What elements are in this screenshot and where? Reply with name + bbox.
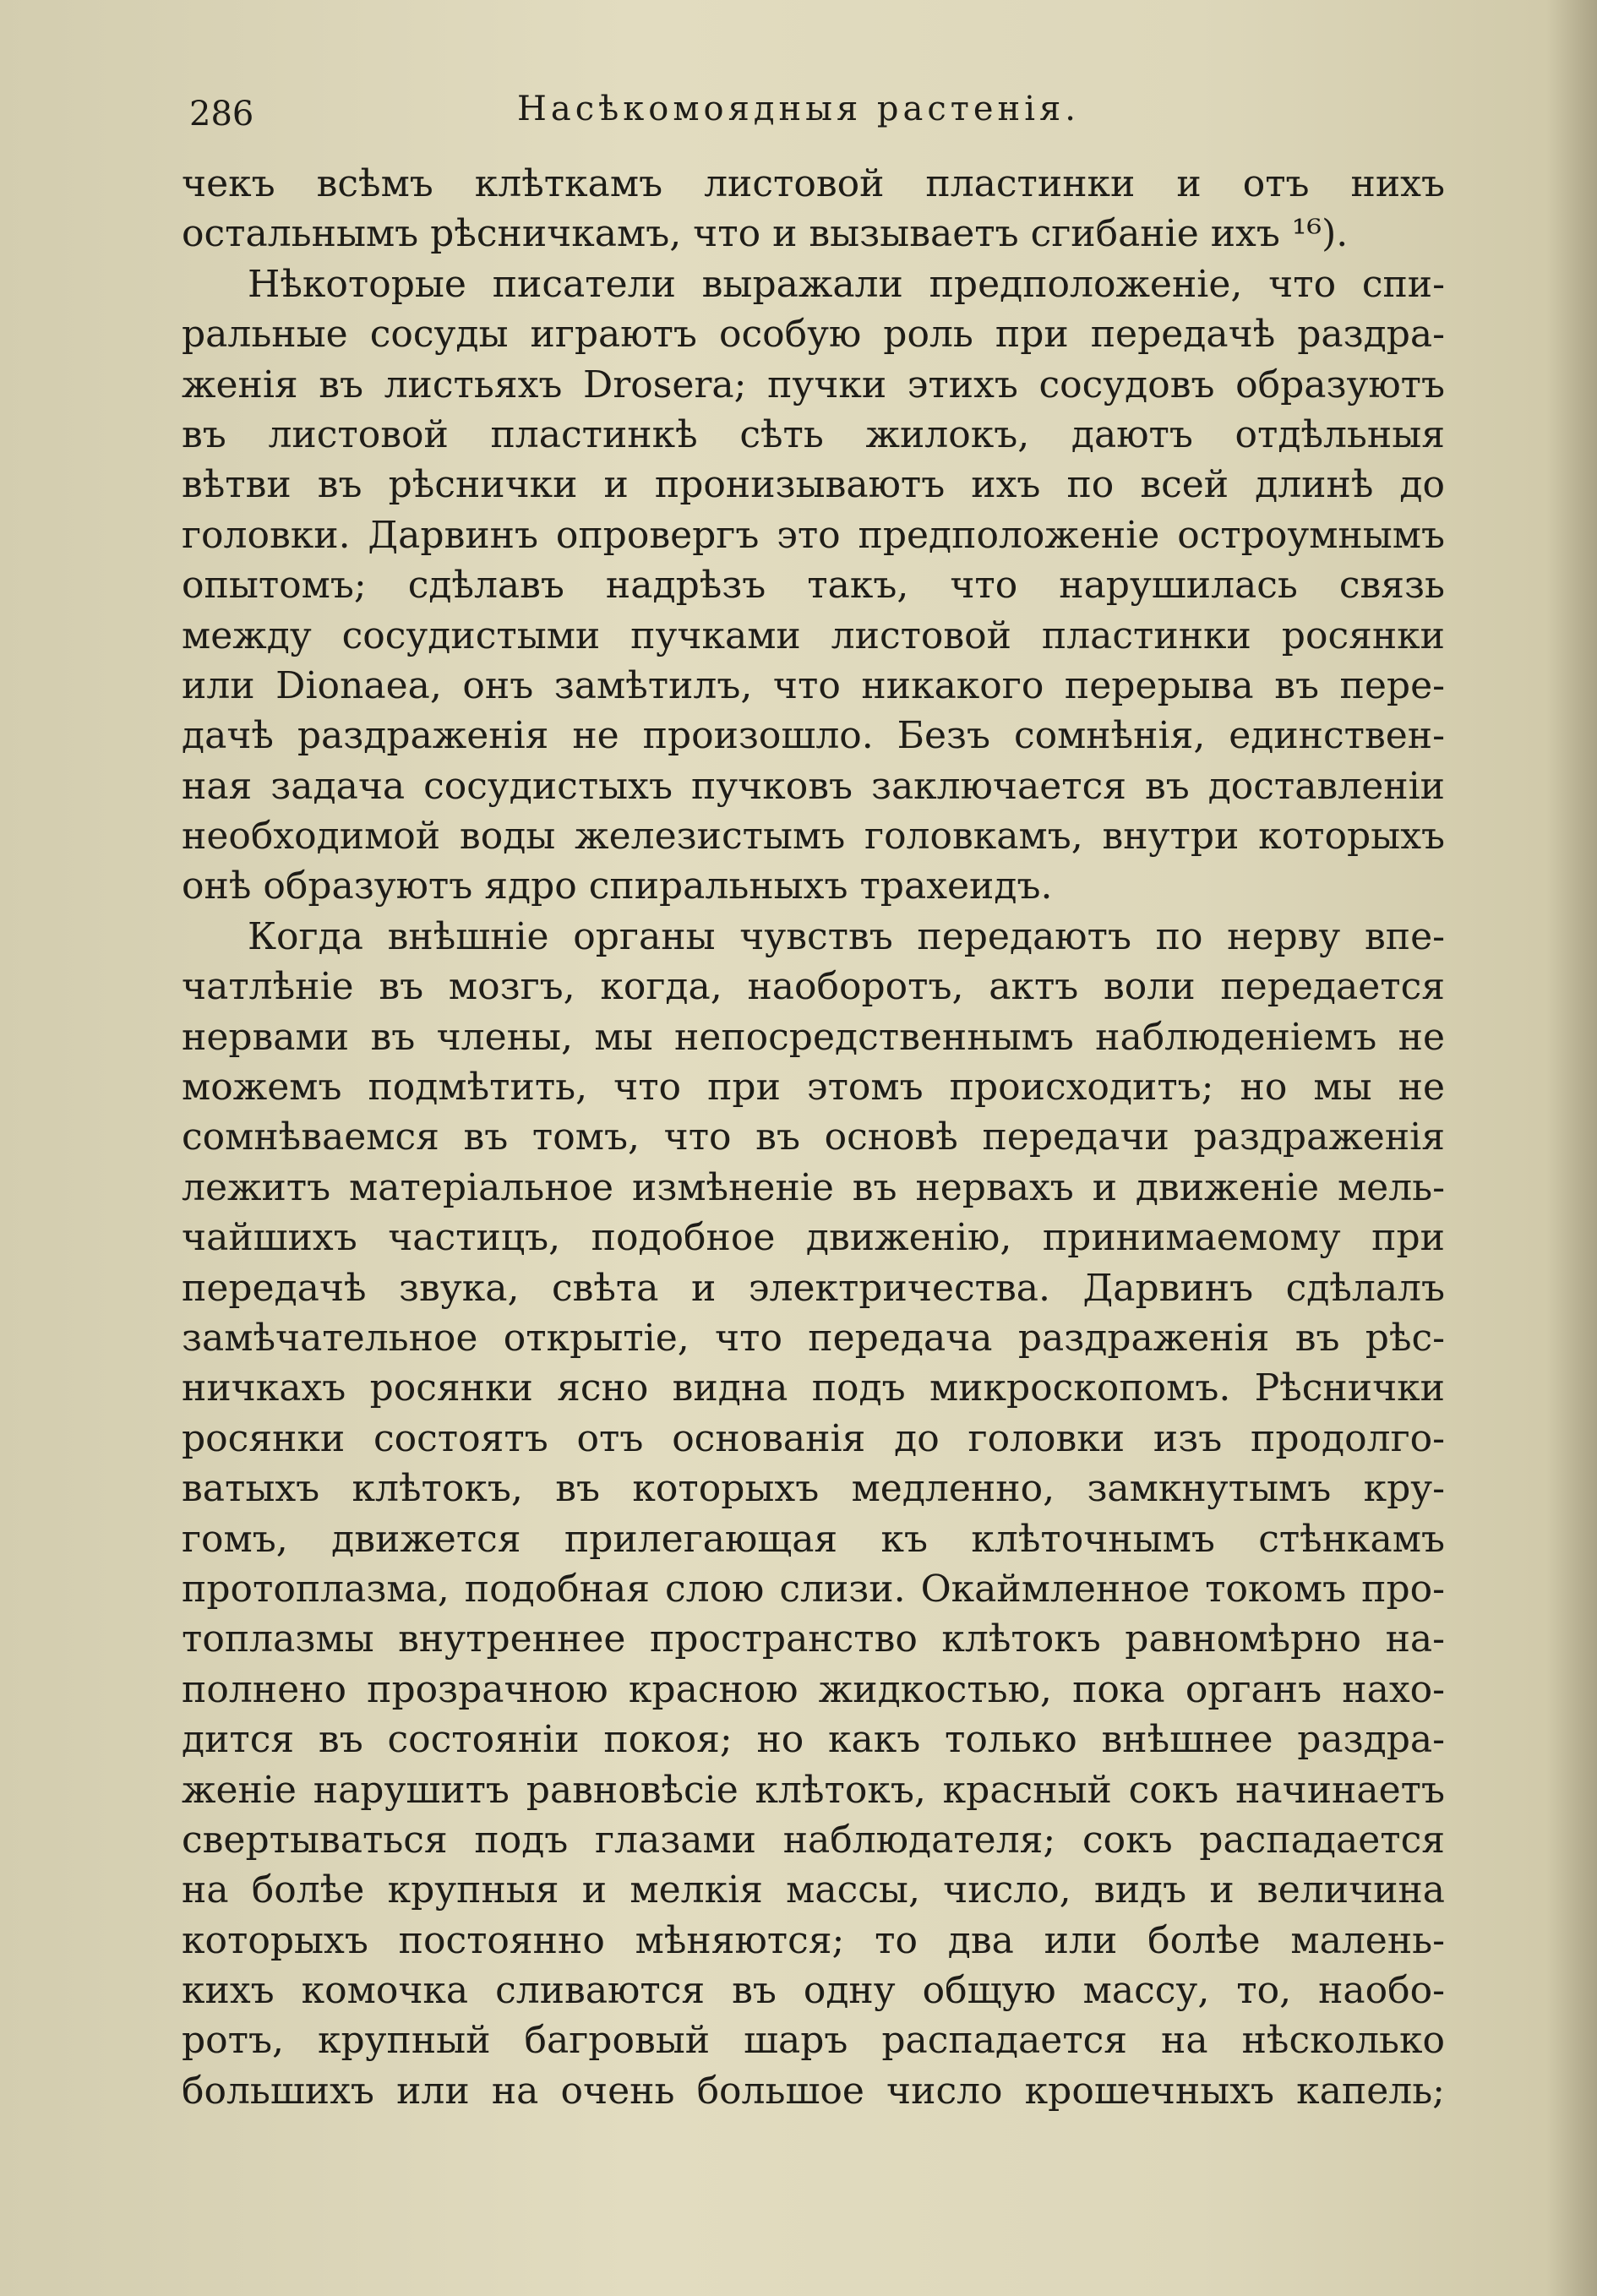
text-line: дачѣ раздраженія не произошло. Безъ сомнѣнія, единствен- [182, 714, 1445, 758]
text-line: дится въ состояніи покоя; но какъ только внѣшнее раздра- [182, 1718, 1445, 1762]
text-line: гомъ, движется прилегающая къ клѣточнымъ стѣнкамъ [182, 1517, 1445, 1561]
text-line: передачѣ звука, свѣта и электричества. Дарвинъ сдѣлалъ [182, 1266, 1445, 1310]
text-line: большихъ или на очень большое число крошечныхъ капель; [182, 2069, 1445, 2113]
text-line: росянки состоятъ отъ основанія до головки изъ продолго- [182, 1416, 1445, 1460]
text-line: которыхъ постоянно мѣняются; то два или болѣе малень- [182, 1918, 1445, 1962]
text-line: чайшихъ частицъ, подобное движенію, принимаемому при [182, 1216, 1445, 1260]
text-line: опытомъ; сдѣлавъ надрѣзъ такъ, что нарушилась связь [182, 564, 1445, 608]
text-line: чатлѣніе въ мозгъ, когда, наоборотъ, актъ воли передается [182, 965, 1445, 1009]
text-line: замѣчательное открытіе, что передача раздраженія въ рѣс- [182, 1316, 1445, 1360]
text-line: или Dionaea, онъ замѣтилъ, что никакого перерыва въ пере- [182, 663, 1445, 707]
text-line: ротъ, крупный багровый шаръ распадается на нѣсколько [182, 2019, 1445, 2063]
text-line: женіе нарушитъ равновѣсіе клѣтокъ, красный сокъ начинаетъ [182, 1768, 1445, 1812]
text-line: ральные сосуды играютъ особую роль при передачѣ раздра- [182, 313, 1445, 357]
text-line: въ листовой пластинкѣ сѣть жилокъ, даютъ отдѣльныя [182, 412, 1445, 456]
text-line: женія въ листьяхъ Drosera; пучки этихъ сосудовъ образуютъ [182, 363, 1445, 406]
text-line: онѣ образуютъ ядро спиральныхъ трахеидъ. [182, 864, 1053, 908]
text-line: свертываться подъ глазами наблюдателя; сокъ распадается [182, 1818, 1445, 1862]
text-line: вѣтви въ рѣснички и пронизываютъ ихъ по всей длинѣ до [182, 463, 1445, 507]
text-line: можемъ подмѣтить, что при этомъ происходитъ; но мы не [182, 1066, 1445, 1110]
text-line: топлазмы внутреннее пространство клѣтокъ равномѣрно на- [182, 1617, 1445, 1661]
text-line: Когда внѣшніе органы чувствъ передаютъ по нерву впе- [248, 914, 1445, 958]
page-edge-shadow [1546, 0, 1597, 2296]
text-line: необходимой воды железистымъ головкамъ, внутри которыхъ [182, 815, 1445, 859]
text-line: головки. Дарвинъ опровергъ это предположеніе остроумнымъ [182, 513, 1445, 557]
text-line: полнено прозрачною красною жидкостью, пока органъ нахо- [182, 1667, 1445, 1711]
text-line: нервами въ члены, мы непосредственнымъ наблюденіемъ не [182, 1015, 1445, 1059]
running-title: Насѣкомоядныя растенія. [517, 90, 1080, 128]
text-line: сомнѣваемся въ томъ, что въ основѣ передачи раздраженія [182, 1115, 1445, 1159]
text-line: лежитъ матеріальное измѣненіе въ нервахъ и движеніе мель- [182, 1165, 1445, 1209]
page-number: 286 [189, 95, 254, 134]
text-line: протоплазма, подобная слою слизи. Окаймленное токомъ про- [182, 1567, 1445, 1611]
body-text [182, 159, 1445, 2116]
text-line: кихъ комочка сливаются въ одну общую массу, то, наобо- [182, 1969, 1445, 2013]
text-line: на болѣе крупныя и мелкія массы, число, видъ и величина [182, 1868, 1445, 1912]
text-line: между сосудистыми пучками листовой пластинки росянки [182, 614, 1445, 657]
text-line: остальнымъ рѣсничкамъ, что и вызываетъ сгибаніе ихъ ¹⁶). [182, 212, 1349, 256]
text-line: Нѣкоторые писатели выражали предположеніе, что спи- [248, 262, 1445, 306]
text-line: ная задача сосудистыхъ пучковъ заключается въ доставленіи [182, 764, 1445, 808]
text-line: чекъ всѣмъ клѣткамъ листовой пластинки и отъ нихъ [182, 162, 1445, 205]
text-line: ничкахъ росянки ясно видна подъ микроскопомъ. Рѣснички [182, 1366, 1445, 1410]
text-line: ватыхъ клѣтокъ, въ которыхъ медленно, замкнутымъ кру- [182, 1467, 1445, 1511]
